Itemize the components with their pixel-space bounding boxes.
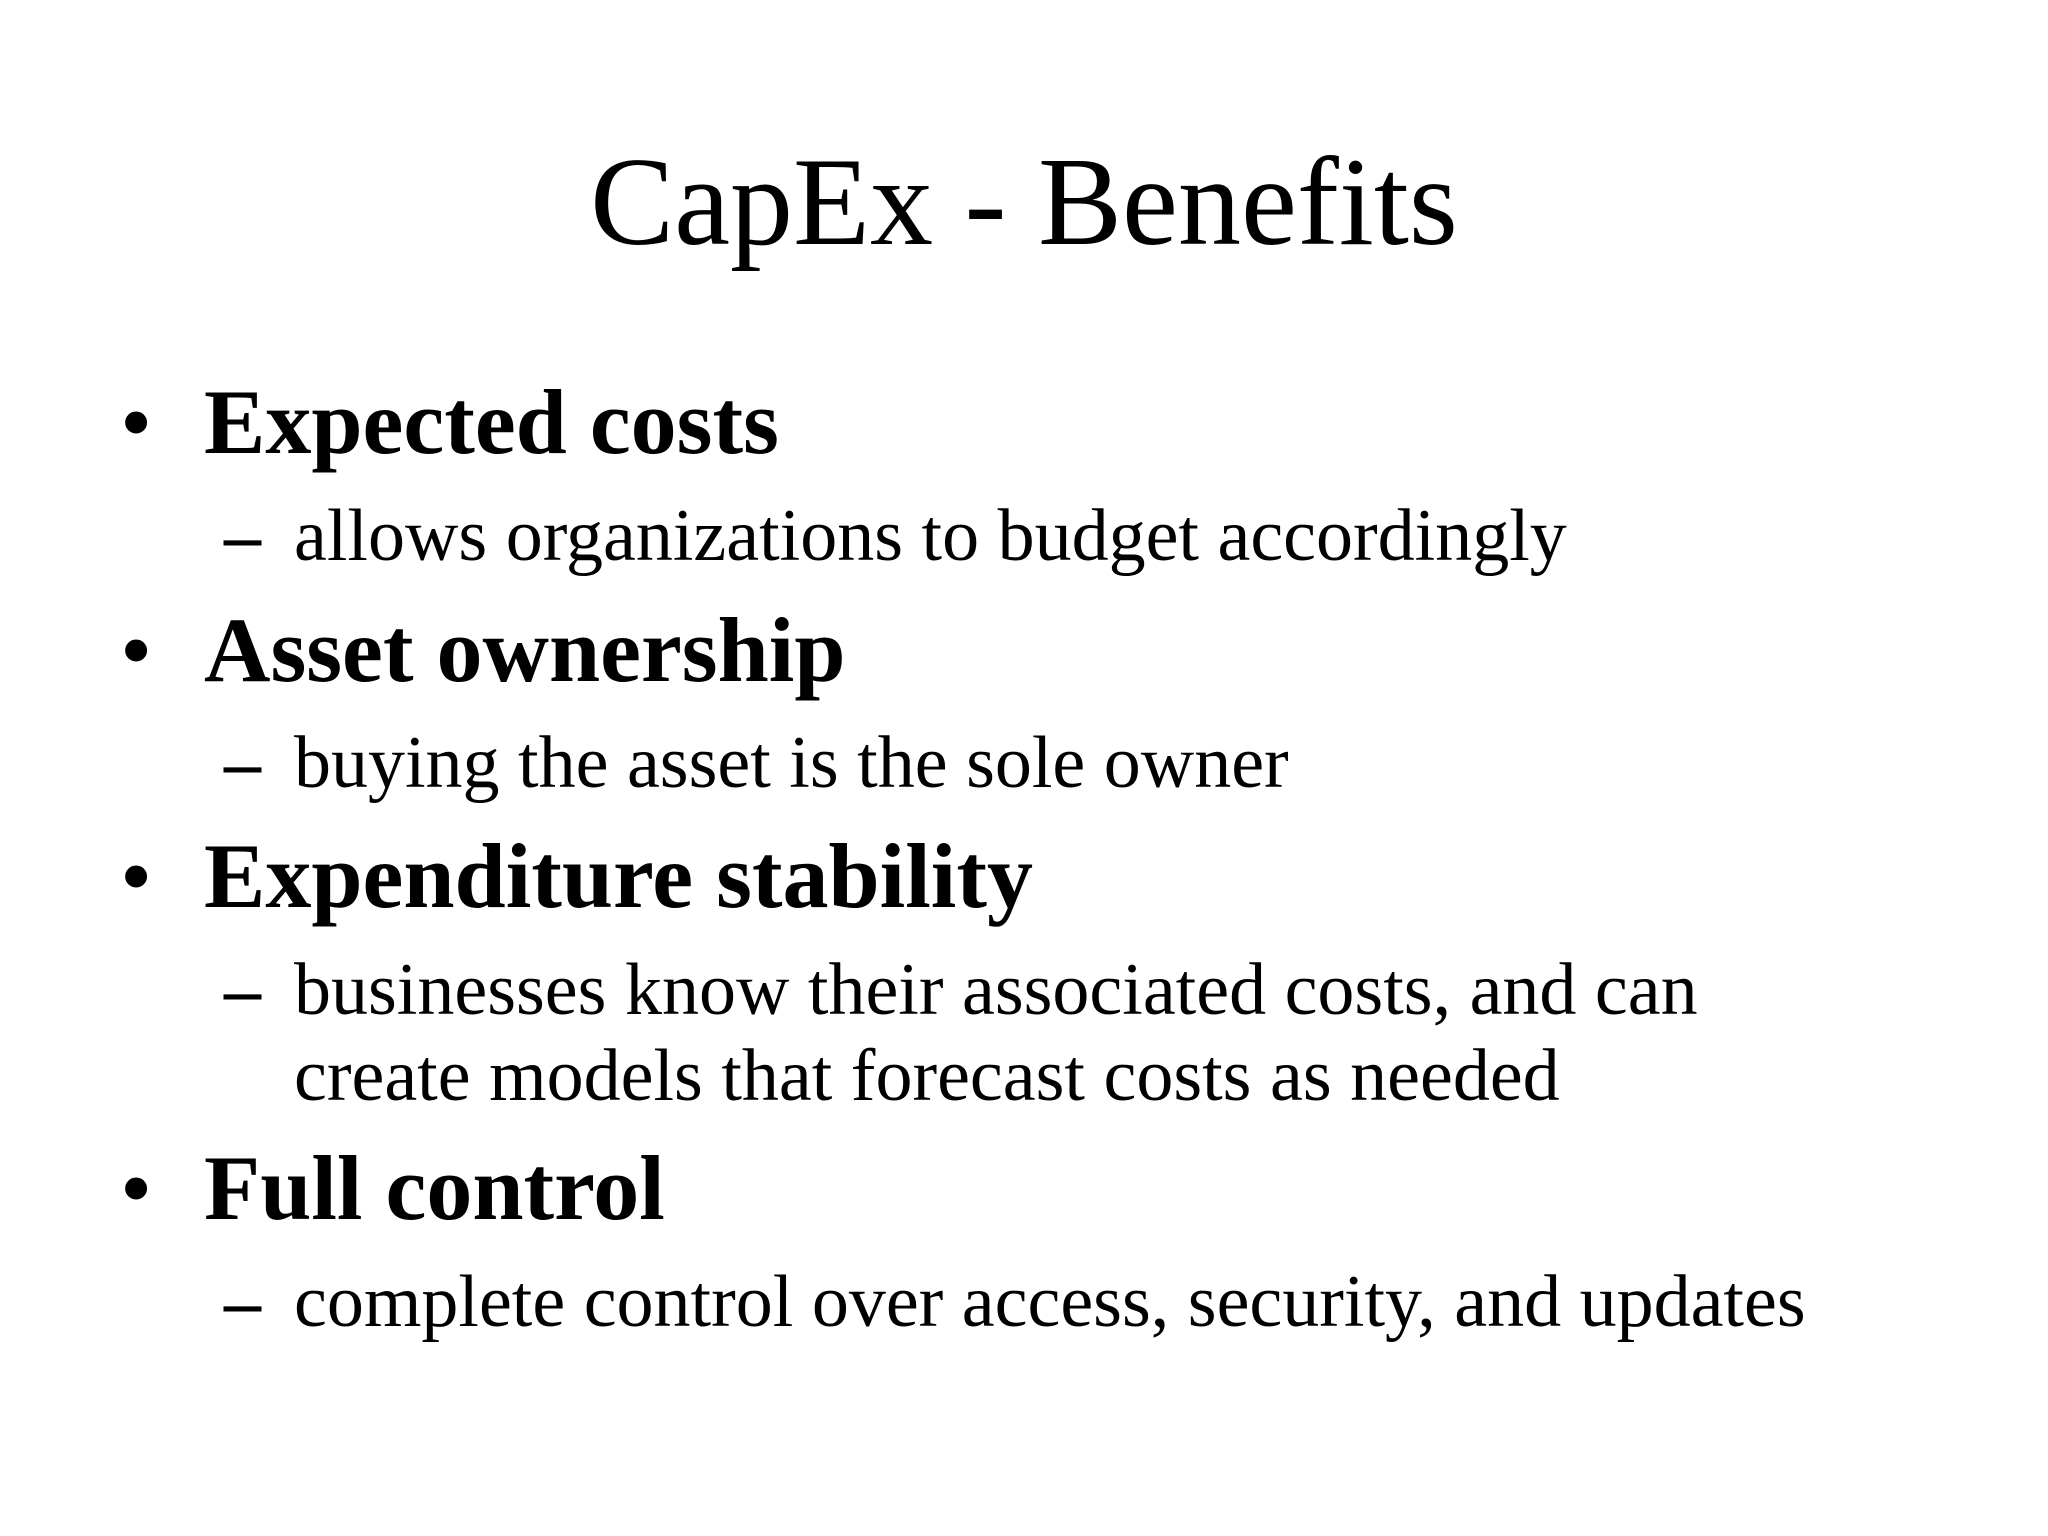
bullet-heading: Expected costs bbox=[204, 371, 779, 473]
bullet-heading: Expenditure stability bbox=[204, 825, 1033, 927]
bullet-marker: • bbox=[120, 371, 153, 473]
bullet-marker: • bbox=[120, 599, 153, 701]
bullet-item-expenditure-stability bbox=[0, 826, 2048, 926]
sub-item-text: allows organizations to budget accordingly bbox=[294, 495, 1567, 577]
bullet-item-asset-ownership bbox=[0, 600, 2048, 700]
sub-item-text: complete control over access, security, and updates bbox=[294, 1261, 1806, 1343]
dash-marker: – bbox=[224, 1261, 261, 1343]
sub-item-text: businesses know their associated costs, and can create models that forecast costs as needed bbox=[294, 949, 1698, 1117]
dash-marker: – bbox=[224, 495, 261, 577]
dash-marker: – bbox=[224, 949, 261, 1031]
slide-title: CapEx - Benefits bbox=[590, 133, 1458, 272]
sub-item-text: buying the asset is the sole owner bbox=[294, 722, 1289, 804]
bullet-item-expected-costs bbox=[0, 372, 2048, 472]
bullet-item-full-control bbox=[0, 1138, 2048, 1238]
bullet-marker: • bbox=[120, 825, 153, 927]
dash-marker: – bbox=[224, 722, 261, 804]
bullet-marker: • bbox=[120, 1137, 153, 1239]
bullet-heading: Asset ownership bbox=[204, 599, 846, 701]
bullet-heading: Full control bbox=[204, 1137, 665, 1239]
